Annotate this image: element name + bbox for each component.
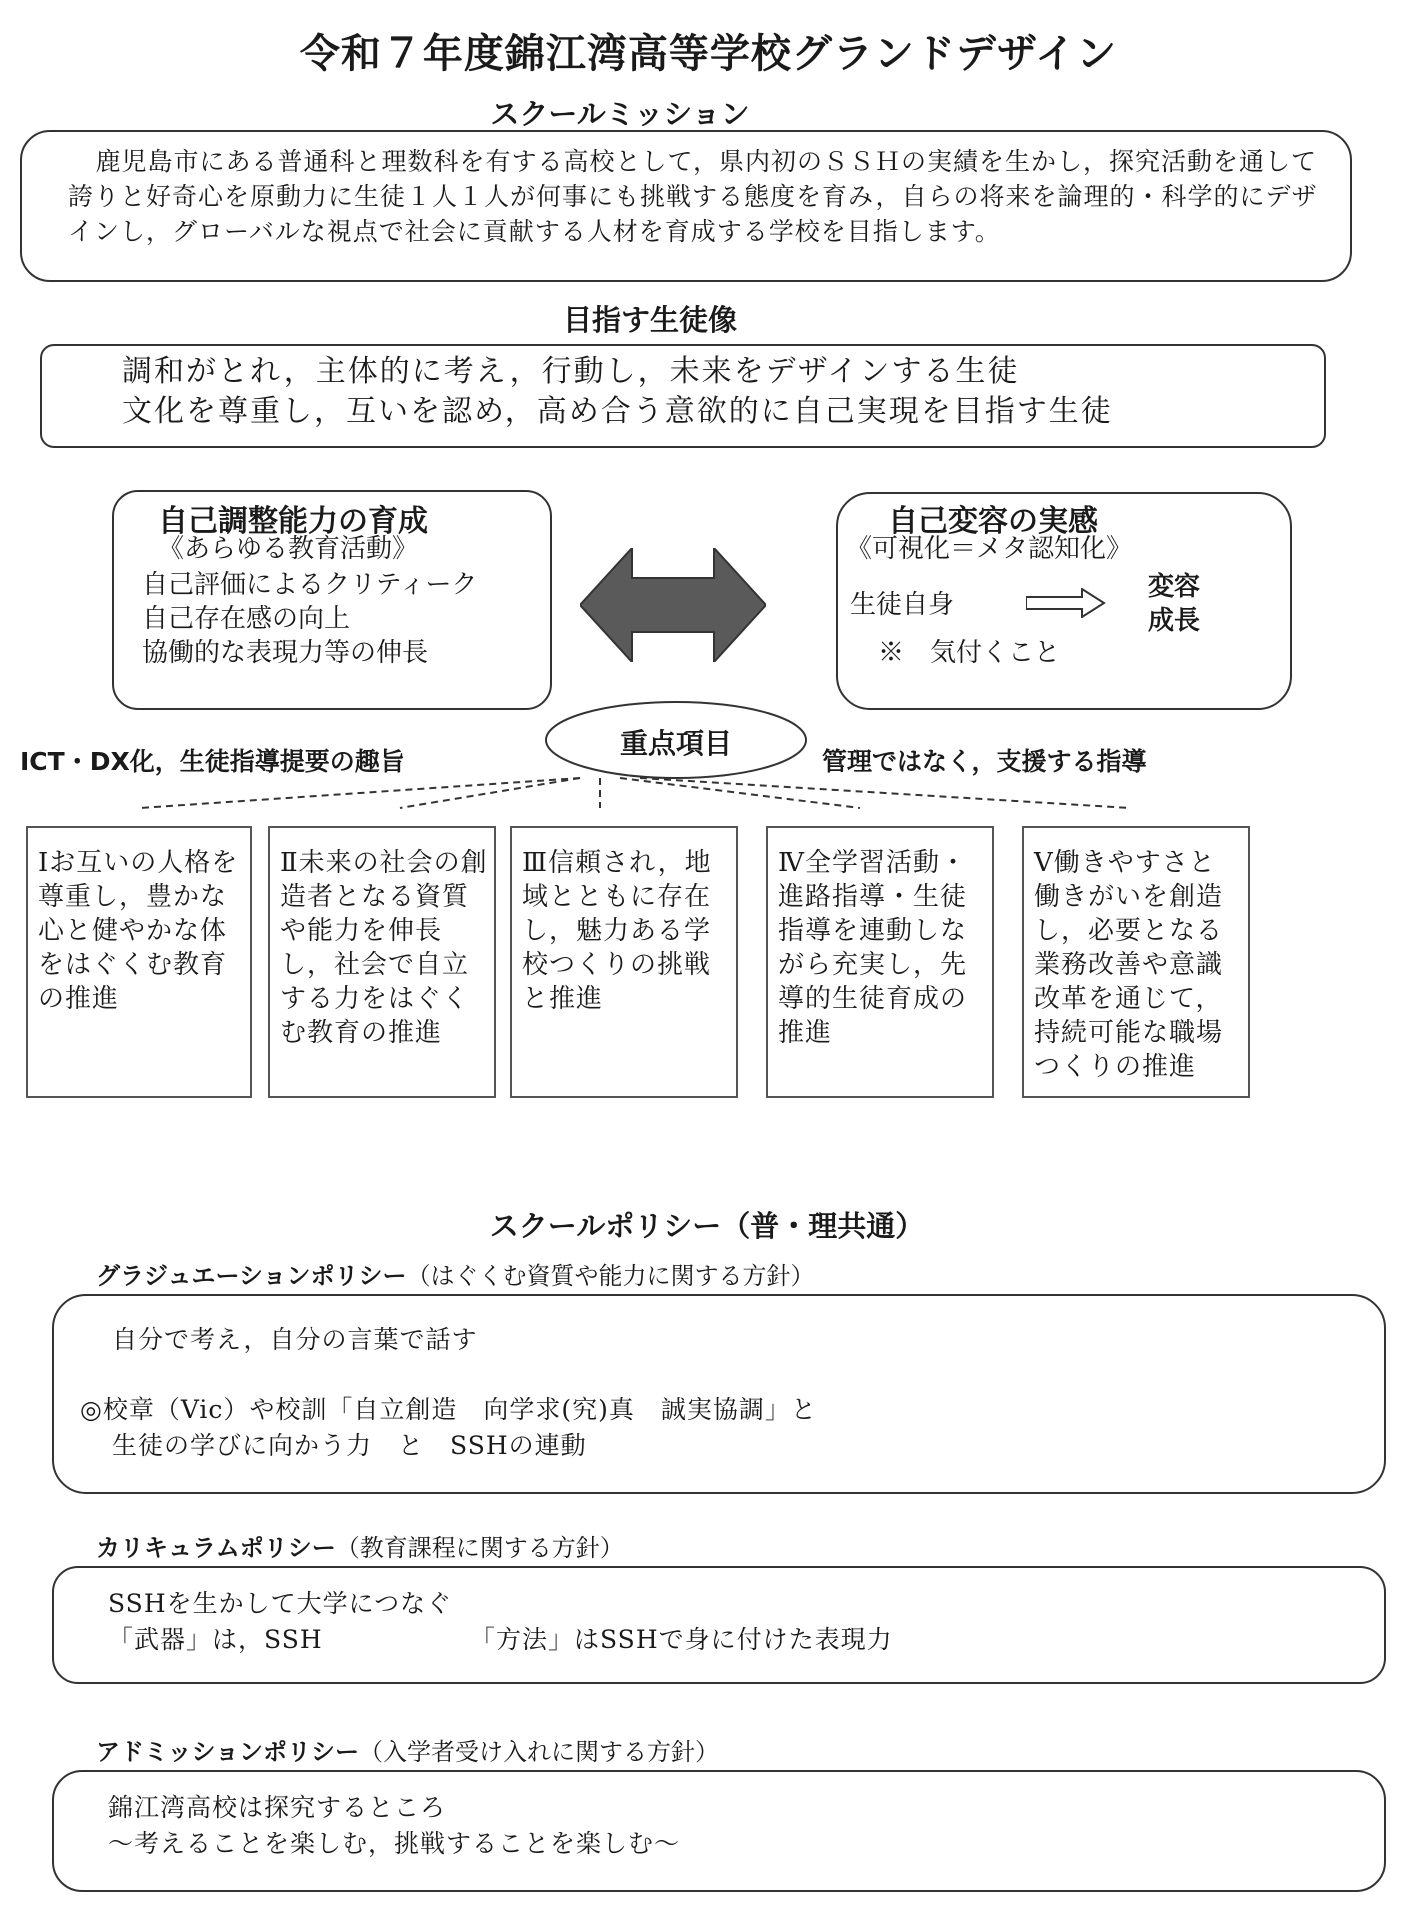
priority-text-5: Ⅴ働きやすさと働きがいを創造し，必要となる業務改善や意識改革を通じて，持続可能な職場つくりの推進 xyxy=(1034,848,1224,1082)
admission-policy-name: アドミッションポリシー xyxy=(96,1738,360,1766)
curriculum-policy-title xyxy=(96,1528,624,1563)
graduation-policy-name: グラジュエーションポリシー xyxy=(96,1262,407,1290)
self-regulation-title: 自己調整能力の育成 xyxy=(158,504,428,539)
self-regulation-line-3: 協働的な表現力等の伸長 xyxy=(142,638,429,668)
graduation-line-3: 生徒の学びに向かう力 と SSHの連動 xyxy=(112,1431,587,1460)
self-regulation-sub: 《あらゆる教育活動》 xyxy=(158,534,419,564)
priority-column-4 xyxy=(766,826,994,1098)
self-transformation-title: 自己変容の実感 xyxy=(888,504,1098,539)
curriculum-policy-note: （教育課程に関する方針） xyxy=(335,1534,624,1562)
curriculum-policy-name: カリキュラムポリシー xyxy=(96,1534,336,1562)
priority-text-4: Ⅳ全学習活動・進路指導・生徒指導を連動しながら充実し，先導的生徒育成の推進 xyxy=(778,848,968,1048)
priority-column-2 xyxy=(268,826,496,1098)
graduation-line-1: 自分で考え，自分の言葉で話す xyxy=(112,1325,478,1354)
awareness-note: ※ 気付くこと xyxy=(878,638,1061,668)
students-lines xyxy=(122,352,1113,432)
priority-text-1: Ⅰお互いの人格を尊重し，豊かな心と健やかな体をはぐくむ教育の推進 xyxy=(38,848,239,1014)
self-regulation-line-2: 自己存在感の向上 xyxy=(142,604,351,634)
students-heading: 目指す生徒像 xyxy=(562,303,737,337)
curriculum-line-2b: 「方法」はSSHで身に付けた表現力 xyxy=(470,1625,893,1654)
admission-policy-note: （入学者受け入れに関する方針） xyxy=(359,1738,720,1766)
curriculum-line-2a: 「武器」は，SSH xyxy=(108,1625,323,1654)
focus-right-caption: 管理ではなく，支援する指導 xyxy=(822,747,1147,776)
graduation-policy-title xyxy=(96,1256,815,1291)
priority-column-5 xyxy=(1022,826,1250,1098)
policy-heading: スクールポリシー（普・理共通） xyxy=(489,1209,925,1243)
mission-heading: スクールミッション xyxy=(490,97,750,131)
right-arrow-icon xyxy=(1026,588,1106,618)
admission-policy-title xyxy=(96,1732,719,1767)
admission-line-2: ～考えることを楽しむ，挑戦することを楽しむ～ xyxy=(108,1829,681,1858)
priority-column-3 xyxy=(510,826,738,1098)
student-self-label: 生徒自身 xyxy=(850,590,955,620)
mission-text: 鹿児島市にある普通科と理数科を有する高校として，県内初のＳＳＨの実績を生かし，探究活動を通して誇りと好奇心を原動力に生徒１人１人が何事にも挑戦する態度を育み，自らの将来を論理的・科学的にデザインし，グローバルな視点で社会に貢献する人材を育成する学校を目指します。 xyxy=(68,147,1318,246)
priority-column-1 xyxy=(26,826,252,1098)
student-line-1: 調和がとれ，主体的に考え，行動し，未来をデザインする生徒 xyxy=(122,354,1020,389)
focus-left-caption: ICT・DX化，生徒指導提要の趣旨 xyxy=(20,747,405,776)
priority-text-3: Ⅲ信頼され，地域とともに存在し，魅力ある学校つくりの挑戦と推進 xyxy=(522,848,712,1014)
focus-label: 重点項目 xyxy=(619,727,732,760)
page-title: 令和７年度錦江湾高等学校グランドデザイン xyxy=(299,31,1118,77)
transformation-result-2: 成長 xyxy=(1148,606,1201,636)
graduation-line-2: ◎校章（Vic）や校訓「自立創造 向学求(究)真 誠実協調」と xyxy=(80,1395,817,1424)
priority-text-2: Ⅱ未来の社会の創造者となる資質や能力を伸長し，社会で自立する力をはぐくむ教育の推進 xyxy=(280,848,488,1048)
double-arrow-icon xyxy=(580,548,766,662)
transformation-result-1: 変容 xyxy=(1148,572,1201,602)
self-transformation-sub: 《可視化＝メタ認知化》 xyxy=(846,534,1133,564)
self-regulation-line-1: 自己評価によるクリティーク xyxy=(142,570,478,600)
curriculum-line-1: SSHを生かして大学につなぐ xyxy=(108,1589,453,1618)
admission-line-1: 錦江湾高校は探究するところ xyxy=(108,1793,447,1822)
student-line-2: 文化を尊重し，互いを認め，高め合う意欲的に自己実現を目指す生徒 xyxy=(122,394,1113,429)
graduation-policy-note: （はぐくむ資質や能力に関する方針） xyxy=(406,1262,815,1290)
